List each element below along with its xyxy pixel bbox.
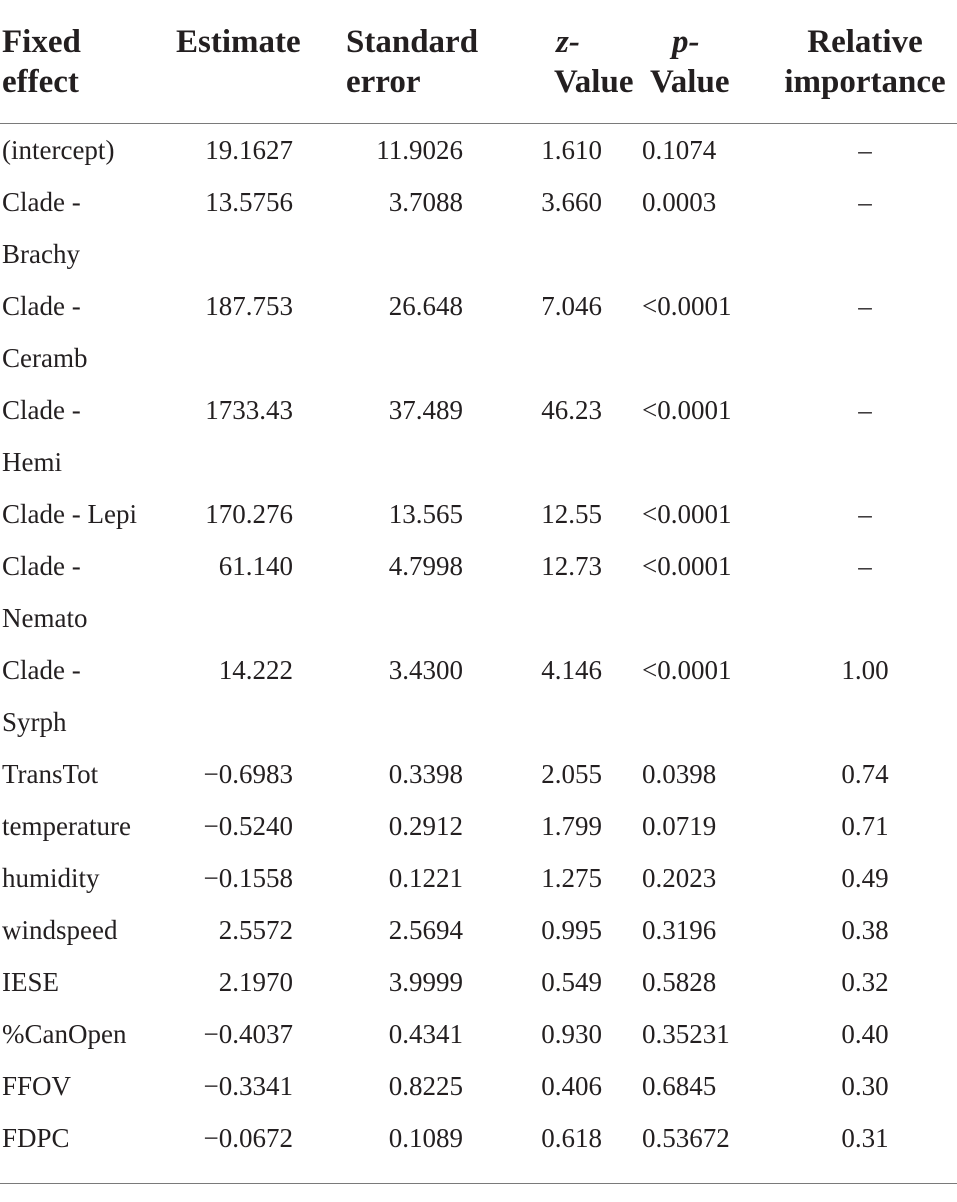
fixed-effect-line: Clade - bbox=[2, 395, 81, 425]
cell-relative-importance: 0.74 bbox=[841, 759, 889, 789]
cell-fixed-effect bbox=[2, 800, 131, 852]
fixed-effect-line: Clade - bbox=[2, 291, 81, 321]
cell-p-value: 0.1074 bbox=[642, 135, 717, 165]
fixed-effect-line: Clade - bbox=[2, 551, 81, 581]
fixed-effect-line: %CanOpen bbox=[2, 1019, 127, 1049]
header-relative-importance bbox=[775, 22, 955, 102]
cell-fixed-effect bbox=[2, 1060, 71, 1112]
cell-z-value: 1.275 bbox=[541, 863, 602, 893]
cell-estimate: −0.3341 bbox=[203, 1071, 293, 1101]
fixed-effect-line: Nemato bbox=[2, 603, 88, 633]
fixed-effect-line: Clade - bbox=[2, 187, 81, 217]
header-fixed-effect bbox=[2, 22, 81, 102]
header-z-value bbox=[554, 22, 633, 102]
cell-estimate: 1733.43 bbox=[205, 395, 293, 425]
table-row bbox=[0, 956, 957, 1008]
cell-standard-error: 11.9026 bbox=[376, 135, 463, 165]
fixed-effect-line: temperature bbox=[2, 811, 131, 841]
cell-fixed-effect bbox=[2, 904, 117, 956]
cell-z-value: 46.23 bbox=[541, 395, 602, 425]
cell-estimate: 170.276 bbox=[205, 499, 293, 529]
cell-estimate: −0.0672 bbox=[203, 1123, 293, 1153]
cell-z-value: 3.660 bbox=[541, 187, 602, 217]
bottom-rule bbox=[0, 1183, 957, 1184]
cell-relative-importance: – bbox=[858, 551, 872, 581]
cell-fixed-effect bbox=[2, 1112, 70, 1164]
cell-p-value: <0.0001 bbox=[642, 291, 732, 321]
cell-fixed-effect bbox=[2, 280, 87, 384]
cell-z-value: 0.930 bbox=[541, 1019, 602, 1049]
cell-fixed-effect bbox=[2, 488, 137, 540]
header-text: Relative bbox=[807, 24, 923, 60]
fixed-effect-line: IESE bbox=[2, 967, 59, 997]
fixed-effect-line: humidity bbox=[2, 863, 100, 893]
cell-relative-importance: 0.32 bbox=[841, 967, 889, 997]
fixed-effect-line: windspeed bbox=[2, 915, 118, 945]
fixed-effect-line: (intercept) bbox=[2, 135, 115, 165]
fixed-effect-line: Brachy bbox=[2, 239, 80, 269]
table-row bbox=[0, 644, 957, 748]
cell-estimate: −0.1558 bbox=[203, 863, 293, 893]
cell-z-value: 2.055 bbox=[541, 759, 602, 789]
cell-fixed-effect bbox=[2, 852, 100, 904]
header-p-value bbox=[650, 22, 729, 102]
table-row bbox=[0, 384, 957, 488]
header-text: effect bbox=[2, 64, 79, 100]
cell-p-value: 0.5828 bbox=[642, 967, 717, 997]
fixed-effect-line: Hemi bbox=[2, 447, 62, 477]
cell-standard-error: 26.648 bbox=[388, 291, 463, 321]
table-row bbox=[0, 748, 957, 800]
header-text: Value bbox=[650, 64, 730, 100]
cell-estimate: 2.1970 bbox=[218, 967, 293, 997]
table-row bbox=[0, 904, 957, 956]
cell-p-value: 0.3196 bbox=[642, 915, 717, 945]
table-row bbox=[0, 1112, 957, 1164]
cell-relative-importance: – bbox=[858, 395, 872, 425]
cell-p-value: 0.6845 bbox=[642, 1071, 717, 1101]
cell-z-value: 1.799 bbox=[541, 811, 602, 841]
header-estimate bbox=[176, 22, 301, 62]
table-row bbox=[0, 124, 957, 176]
header-text bbox=[554, 22, 633, 62]
cell-standard-error: 3.7088 bbox=[388, 187, 463, 217]
cell-z-value: 1.610 bbox=[541, 135, 602, 165]
cell-standard-error: 0.4341 bbox=[388, 1019, 463, 1049]
cell-standard-error: 3.9999 bbox=[388, 967, 463, 997]
fixed-effect-line: Clade - Lepi bbox=[2, 499, 137, 529]
cell-standard-error: 0.1089 bbox=[388, 1123, 463, 1153]
cell-standard-error: 37.489 bbox=[388, 395, 463, 425]
header-text bbox=[650, 22, 729, 62]
cell-z-value: 4.146 bbox=[541, 655, 602, 685]
table-row bbox=[0, 176, 957, 280]
header-text: Fixed bbox=[2, 24, 81, 60]
cell-estimate: −0.6983 bbox=[203, 759, 293, 789]
header-text: Standard bbox=[346, 24, 479, 60]
cell-standard-error: 0.2912 bbox=[388, 811, 463, 841]
cell-standard-error: 2.5694 bbox=[388, 915, 463, 945]
fixed-effect-line: Clade - bbox=[2, 655, 81, 685]
cell-relative-importance: 1.00 bbox=[841, 655, 889, 685]
cell-standard-error: 0.8225 bbox=[388, 1071, 463, 1101]
cell-relative-importance: 0.71 bbox=[841, 811, 889, 841]
cell-fixed-effect bbox=[2, 384, 81, 488]
table-row bbox=[0, 852, 957, 904]
cell-standard-error: 0.3398 bbox=[388, 759, 463, 789]
fixed-effect-line: FDPC bbox=[2, 1123, 70, 1153]
cell-standard-error: 3.4300 bbox=[388, 655, 463, 685]
cell-fixed-effect bbox=[2, 1008, 126, 1060]
cell-p-value: 0.53672 bbox=[642, 1123, 730, 1153]
cell-relative-importance: – bbox=[858, 187, 872, 217]
cell-relative-importance: – bbox=[858, 499, 872, 529]
table-row bbox=[0, 1008, 957, 1060]
header-standard-error bbox=[346, 22, 478, 102]
table-row bbox=[0, 800, 957, 852]
cell-p-value: 0.0719 bbox=[642, 811, 717, 841]
cell-fixed-effect bbox=[2, 176, 81, 280]
header-text: Estimate bbox=[176, 24, 301, 60]
cell-p-value: 0.35231 bbox=[642, 1019, 730, 1049]
cell-estimate: −0.5240 bbox=[203, 811, 293, 841]
cell-standard-error: 0.1221 bbox=[388, 863, 463, 893]
cell-relative-importance: 0.40 bbox=[841, 1019, 889, 1049]
cell-estimate: −0.4037 bbox=[203, 1019, 293, 1049]
cell-fixed-effect bbox=[2, 956, 59, 1008]
table-row bbox=[0, 488, 957, 540]
cell-z-value: 0.995 bbox=[541, 915, 602, 945]
cell-p-value: <0.0001 bbox=[642, 499, 732, 529]
cell-z-value: 7.046 bbox=[541, 291, 602, 321]
cell-estimate: 13.5756 bbox=[205, 187, 293, 217]
cell-p-value: 0.0398 bbox=[642, 759, 717, 789]
cell-z-value: 12.73 bbox=[541, 551, 602, 581]
header-italic: z- bbox=[556, 24, 580, 60]
cell-estimate: 2.5572 bbox=[218, 915, 293, 945]
cell-standard-error: 4.7998 bbox=[388, 551, 463, 581]
cell-fixed-effect bbox=[2, 748, 98, 800]
header-text: Value bbox=[554, 64, 634, 100]
cell-fixed-effect bbox=[2, 124, 114, 176]
cell-fixed-effect bbox=[2, 540, 87, 644]
fixed-effect-line: Syrph bbox=[2, 707, 67, 737]
cell-relative-importance: – bbox=[858, 135, 872, 165]
cell-estimate: 19.1627 bbox=[205, 135, 293, 165]
header-text: importance bbox=[784, 64, 946, 100]
cell-z-value: 0.618 bbox=[541, 1123, 602, 1153]
table-row bbox=[0, 1060, 957, 1112]
cell-estimate: 14.222 bbox=[218, 655, 293, 685]
fixed-effect-line: TransTot bbox=[2, 759, 99, 789]
table-header bbox=[0, 0, 957, 124]
header-italic: p- bbox=[672, 24, 700, 60]
cell-relative-importance: 0.30 bbox=[841, 1071, 889, 1101]
fixed-effect-line: FFOV bbox=[2, 1071, 72, 1101]
cell-z-value: 12.55 bbox=[541, 499, 602, 529]
cell-relative-importance: 0.49 bbox=[841, 863, 889, 893]
cell-p-value: <0.0001 bbox=[642, 395, 732, 425]
cell-standard-error: 13.565 bbox=[388, 499, 463, 529]
cell-relative-importance: 0.31 bbox=[841, 1123, 889, 1153]
fixed-effect-line: Ceramb bbox=[2, 343, 88, 373]
cell-p-value: 0.0003 bbox=[642, 187, 717, 217]
table-row bbox=[0, 540, 957, 644]
cell-fixed-effect bbox=[2, 644, 81, 748]
cell-p-value: 0.2023 bbox=[642, 863, 717, 893]
cell-p-value: <0.0001 bbox=[642, 551, 732, 581]
cell-estimate: 61.140 bbox=[218, 551, 293, 581]
header-text: error bbox=[346, 64, 421, 100]
table-row bbox=[0, 280, 957, 384]
cell-p-value: <0.0001 bbox=[642, 655, 732, 685]
cell-relative-importance: – bbox=[858, 291, 872, 321]
cell-estimate: 187.753 bbox=[205, 291, 293, 321]
cell-z-value: 0.549 bbox=[541, 967, 602, 997]
cell-relative-importance: 0.38 bbox=[841, 915, 889, 945]
cell-z-value: 0.406 bbox=[541, 1071, 602, 1101]
